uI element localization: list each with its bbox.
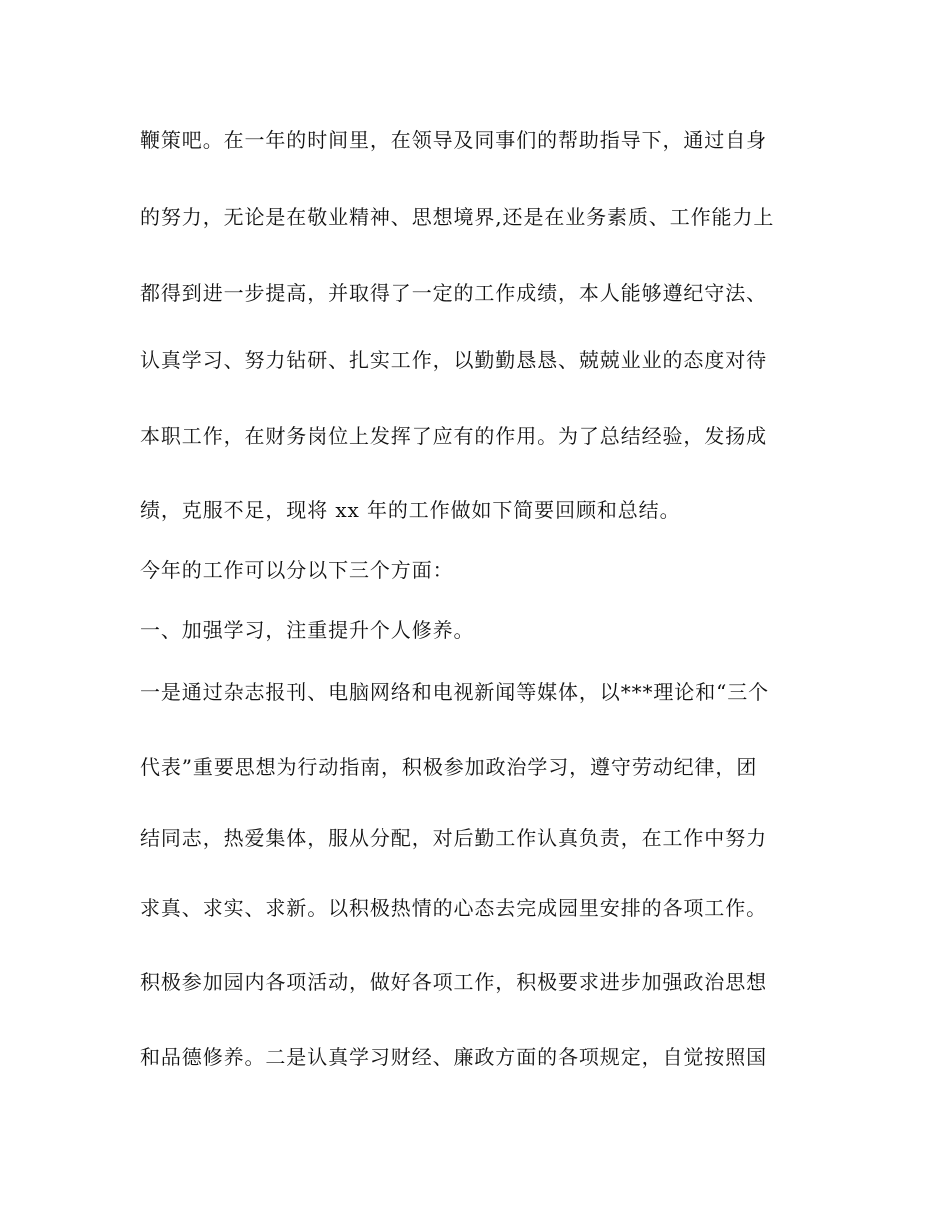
text-line-6: 绩，克服不足，现将 xx 年的工作做如下简要回顾和总结。	[140, 498, 681, 522]
text-line-11: 结同志，热爱集体，服从分配，对后勤工作认真负责，在工作中努力	[140, 826, 767, 850]
text-line-1: 鞭策吧。在一年的时间里，在领导及同事们的帮助指导下，通过自身	[140, 128, 767, 152]
text-line-9: 一是通过杂志报刊、电脑网络和电视新闻等媒体，以***理论和“三个	[140, 680, 770, 704]
text-line-14: 和品德修养。二是认真学习财经、廉政方面的各项规定，自觉按照国	[140, 1045, 767, 1069]
text-line-12: 求真、求实、求新。以积极热情的心态去完成园里安排的各项工作。	[140, 896, 767, 920]
text-line-5: 本职工作，在财务岗位上发挥了应有的作用。为了总结经验，发扬成	[140, 424, 767, 448]
text-line-3: 都得到进一步提高，并取得了一定的工作成绩，本人能够遵纪守法、	[140, 281, 767, 305]
text-line-2: 的努力，无论是在敬业精神、思想境界,还是在业务素质、工作能力上	[140, 205, 775, 229]
text-line-4: 认真学习、努力钻研、扎实工作，以勤勤恳恳、兢兢业业的态度对待	[140, 348, 767, 372]
text-line-7: 今年的工作可以分以下三个方面：	[140, 558, 454, 582]
section-heading-1: 一、加强学习，注重提升个人修养。	[140, 618, 475, 642]
text-line-13: 积极参加园内各项活动，做好各项工作，积极要求进步加强政治思想	[140, 970, 767, 994]
text-line-10: 代表”重要思想为行动指南，积极参加政治学习，遵守劳动纪律，团	[140, 755, 758, 779]
